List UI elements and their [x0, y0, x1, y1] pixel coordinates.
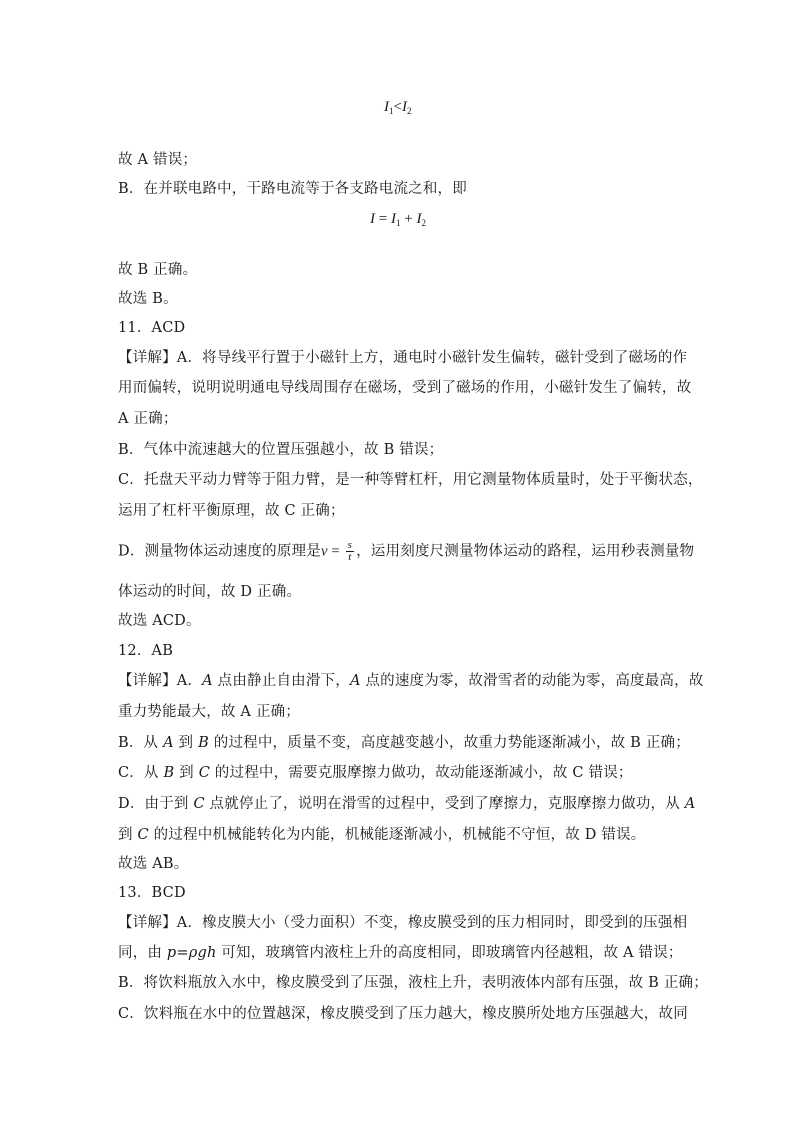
operator: = [375, 211, 391, 227]
var-i: I [370, 211, 375, 227]
text-span: D．由于到 [118, 796, 194, 812]
text-line: 故选 ACD。 [118, 613, 201, 629]
var-i: I [416, 211, 422, 227]
var-i: I [401, 99, 407, 115]
text-span: 到 [118, 827, 138, 843]
point-a: A [349, 673, 361, 689]
text-line [118, 733, 688, 753]
text-span: 的过程中，需要克服摩擦力做功，故动能逐渐减小，故 C 错误； [210, 765, 633, 781]
point-a: A [684, 796, 696, 812]
var-i: I [390, 211, 396, 227]
fraction-numerator: s [347, 539, 353, 551]
subscript: 1 [395, 218, 401, 228]
point-c: C [193, 796, 205, 812]
text-span: 的过程中，质量不变，高度越变越小，故重力势能逐渐减小，故 B 正确； [208, 735, 690, 751]
fraction-denominator: t [348, 551, 352, 563]
operator: < [393, 99, 402, 115]
text-line: 体运动的时间，故 D 正确。 [118, 584, 302, 600]
text-line [118, 794, 696, 814]
text-span: 到 [173, 735, 199, 751]
text-span: 的过程中机械能转化为内能，机械能逐渐减小，机械能不守恒，故 D 错误。 [148, 827, 646, 843]
text-span: ，运用刻度尺测量物体运动的路程，运用秒表测量物 [356, 543, 695, 560]
text-line: B．气体中流速越大的位置压强越小，故 B 错误； [118, 442, 444, 458]
text-line: B．将饮料瓶放入水中，橡皮膜受到了压强，液柱上升，表明液体内部有压强，故 B 正确； [118, 975, 708, 991]
point-b: B [163, 765, 175, 781]
answer-header: 13．BCD [118, 885, 186, 901]
text-line: 故选 B。 [118, 291, 178, 307]
pressure-formula: p=ρgh [166, 945, 217, 961]
var-v: v [320, 543, 328, 560]
point-a: A [202, 673, 213, 689]
subscript: 2 [406, 106, 412, 116]
text-span: C．从 [118, 765, 164, 781]
text-line: 故 A 错误； [118, 152, 198, 168]
formula-parallel-current [370, 209, 426, 233]
text-line: A 正确； [118, 411, 178, 427]
subscript: 1 [389, 106, 394, 116]
answer-header: 11．ACD [118, 320, 186, 336]
text-line [118, 763, 688, 783]
fraction-s-over-t [346, 540, 354, 563]
var-i: I [384, 99, 389, 115]
subscript: 2 [421, 218, 426, 228]
text-line [118, 671, 704, 691]
text-line: 【详解】A．将导线平行置于小磁针上方，通电时小磁针发生偏转，磁针受到了磁场的作 [118, 350, 688, 366]
text-line: 重力势能最大，故 A 正确； [118, 704, 300, 720]
point-b: B [198, 735, 209, 751]
text-span: 【详解】A． [118, 673, 203, 689]
point-c: C [137, 827, 149, 843]
text-span: 到 [174, 765, 199, 781]
text-span: 点就停止了，说明在滑雪的过程中，受到了摩擦力，克服摩擦力做功，从 [204, 796, 685, 812]
operator: = [327, 543, 344, 560]
text-line: B．在并联电路中，干路电流等于各支路电流之和，即 [118, 181, 467, 197]
text-line: 用而偏转，说明说明通电导线周围存在磁场，受到了磁场的作用，小磁针发生了偏转，故 [118, 380, 692, 396]
text-line: 运用了杠杆平衡原理，故 C 正确； [118, 503, 345, 519]
text-line-with-fraction [118, 539, 695, 563]
point-a: A [163, 735, 174, 751]
text-span: 同，由 [118, 945, 167, 961]
answer-header: 12．AB [118, 643, 174, 659]
formula-current-compare [384, 97, 411, 121]
text-line [118, 825, 688, 845]
text-span: D．测量物体运动速度的原理是 [118, 543, 321, 560]
text-line: C．托盘天平动力臂等于阻力臂，是一种等臂杠杆，用它测量物体质量时，处于平衡状态， [118, 472, 703, 488]
text-line: 【详解】A．橡皮膜大小（受力面积）不变，橡皮膜受到的压力相同时，即受到的压强相 [118, 915, 688, 931]
text-line [118, 943, 688, 963]
text-span: 点的速度为零，故滑雪者的动能为零，高度最高，故 [360, 673, 704, 689]
text-span: 点由静止自由滑下， [212, 673, 350, 689]
point-c: C [198, 765, 210, 781]
text-span: B．从 [118, 735, 164, 751]
text-line: C．饮料瓶在水中的位置越深，橡皮膜受到了压力越大，橡皮膜所处地方压强越大，故同 [118, 1006, 688, 1022]
text-line: 故 B 正确。 [118, 262, 198, 278]
operator: + [400, 211, 417, 227]
text-line: 故选 AB。 [118, 856, 189, 872]
text-span: 可知，玻璃管内液柱上升的高度相同，即玻璃管内径越粗，故 A 错误； [216, 945, 683, 961]
